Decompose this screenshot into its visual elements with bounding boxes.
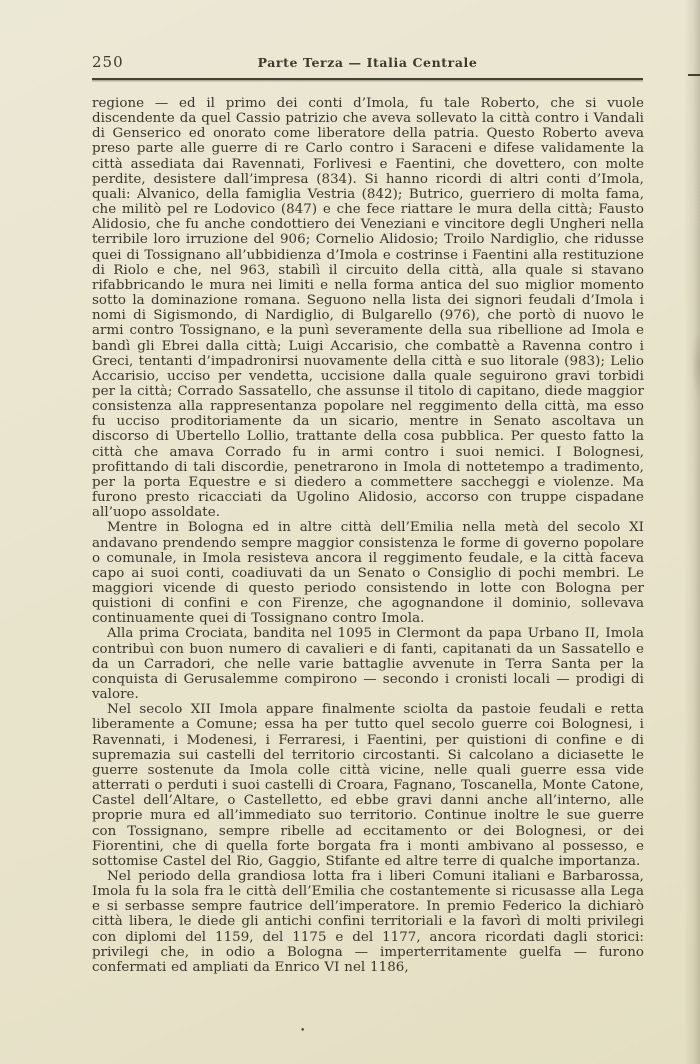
page-number: 250 bbox=[92, 53, 124, 71]
header-rule bbox=[92, 78, 643, 80]
running-head: Parte Terza — Italia Centrale bbox=[257, 55, 478, 70]
printer-mark: • bbox=[300, 1026, 306, 1036]
scan-smudge bbox=[690, 330, 700, 400]
paragraph-4: Nel secolo XII Imola appare finalmente sciolta da pastoie feudali e retta liberamente a Comune; essa ha per tutto quel secolo guerre coi Bolognesi, i Ravennati, i Modenesi, i Ferraresi, i Faentini, per quistioni di confine e di supremazia sui castelli del territorio circostanti. Si calcolano a diciasette le guerre sostenute da Imola colle città vicine, nelle quali guerre essa vide atterrati o perduti i suoi castelli di Croara, Fagnano, Toscanella, Monte Catone, Castel dell’Altare, o Castelletto, ed ebbe gravi danni anche all’interno, alle proprie mura ed all’immediato suo territorio. Continue inoltre le sue guerre con Tossignano, sempre ribelle ad eccitamento or dei Bolognesi, or dei Fiorentini, che di quella forte borgata fra i monti ambivano al possesso, e sottomise Castel del Rio, Gaggio, Stifante ed altre terre di qualche importanza. bbox=[92, 702, 644, 869]
paragraph-3: Alla prima Crociata, bandita nel 1095 in Clermont da papa Urbano II, Imola contribuì con buon numero di cavalieri e di fanti, capitanati da un Sassatello e da un Carradori, che nelle varie battaglie avvenute in Terra Santa per la conquista di Gerusalemme compirono — secondo i cronisti locali — prodigi di valore. bbox=[92, 626, 644, 703]
body-text bbox=[92, 96, 644, 975]
paragraph-1: regione — ed il primo dei conti d’Imola, fu tale Roberto, che si vuole discendente da quel Cassio patrizio che aveva sollevato la città contro i Vandali di Genserico ed onorato come liberatore della patria. Questo Roberto aveva preso parte alle guerre di re Carlo contro i Saraceni e difese validamente la città assediata dai Ravennati, Forlivesi e Faentini, che dovettero, con molte perdite, desistere dall’impresa (834). Si hanno ricordi di altri conti d’Imola, quali: Alvanico, della famiglia Vestria (842); Butrico, guerriero di molta fama, che militò pel re Lodovico (847) e che fece riattare le mura della città; Fausto Alidosio, che fu anche condottiero dei Veneziani e vincitore degli Ungheri nella terribile loro irruzione del 906; Cornelio Alidosio; Troilo Nardiglio, che ridusse quei di Tossignano all’ubbidienza d’Imola e costrinse i Faentini alla restituzione di Riolo e che, nel 963, stabilì il circuito della città, alla quale si stavano rifabbricando le mura nei limiti e nella forma antica del suo miglior momento sotto la dominazione romana. Seguono nella lista dei signori feudali d’Imola i nomi di Sigismondo, di Nardiglio, di Bulgarello (976), che portò di nuovo le armi contro Tossignano, e la punì severamente della sua ribellione ad Imola e bandì gli Ebrei dalla città; Luigi Accarisio, che combattè a Ravenna contro i Greci, tentanti d’impadronirsi nuovamente della città e suo litorale (983); Lelio Accarisio, ucciso per vendetta, uccisione dalla quale seguirono gravi torbidi per la città; Corrado Sassatello, che assunse il titolo di capitano, diede maggior consistenza alla rappresentanza popolare nel reggimento della città, ma esso fu ucciso proditoriamente da un sicario, mentre in Senato ascoltava un discorso di Ubertello Lollio, trattante della cosa pubblica. Per questo fatto la città che amava Corrado fu in armi contro i suoi nemici. I Bolognesi, profittando di tali discordie, penetrarono in Imola di nottetempo a tradimento, per la porta Equestre e si diedero a commettere saccheggi e violenze. Ma furono presto ricacciati da Ugolino Alidosio, accorso con truppe cispadane all’uopo assoldate. bbox=[92, 96, 644, 521]
page-header bbox=[92, 52, 643, 72]
paragraph-2: Mentre in Bologna ed in altre città dell’Emilia nella metà del secolo XI andavano prendendo sempre maggior consistenza le forme di governo popolare o comunale, in Imola resisteva ancora il reggimento feudale, e la città faceva capo ai suoi conti, coadiuvati da un Senato o Consiglio di pochi membri. Le maggiori vicende di questo periodo consistendo in lotte con Bologna per quistioni di confini e con Firenze, che agognandone il dominio, sollevava continuamente quei di Tossignano contro Imola. bbox=[92, 520, 644, 627]
paragraph-5: Nel periodo della grandiosa lotta fra i liberi Comuni italiani e Barbarossa, Imola fu la sola fra le città dell’Emilia che costantemente si ricusasse alla Lega e si serbasse sempre fautrice dell’imperatore. In premio Federico la dichiarò città libera, le diede gli antichi confini territoriali e la favorì di molti privilegi con diplomi del 1159, del 1175 e del 1177, ancora ricordati dagli storici: privilegi che, in odio a Bologna — imperterritamente guelfa — furono confermati ed ampliati da Enrico VI nel 1186, bbox=[92, 868, 644, 975]
header-rule-edge-fragment bbox=[688, 74, 700, 76]
page-edge-shadow bbox=[684, 0, 700, 1064]
